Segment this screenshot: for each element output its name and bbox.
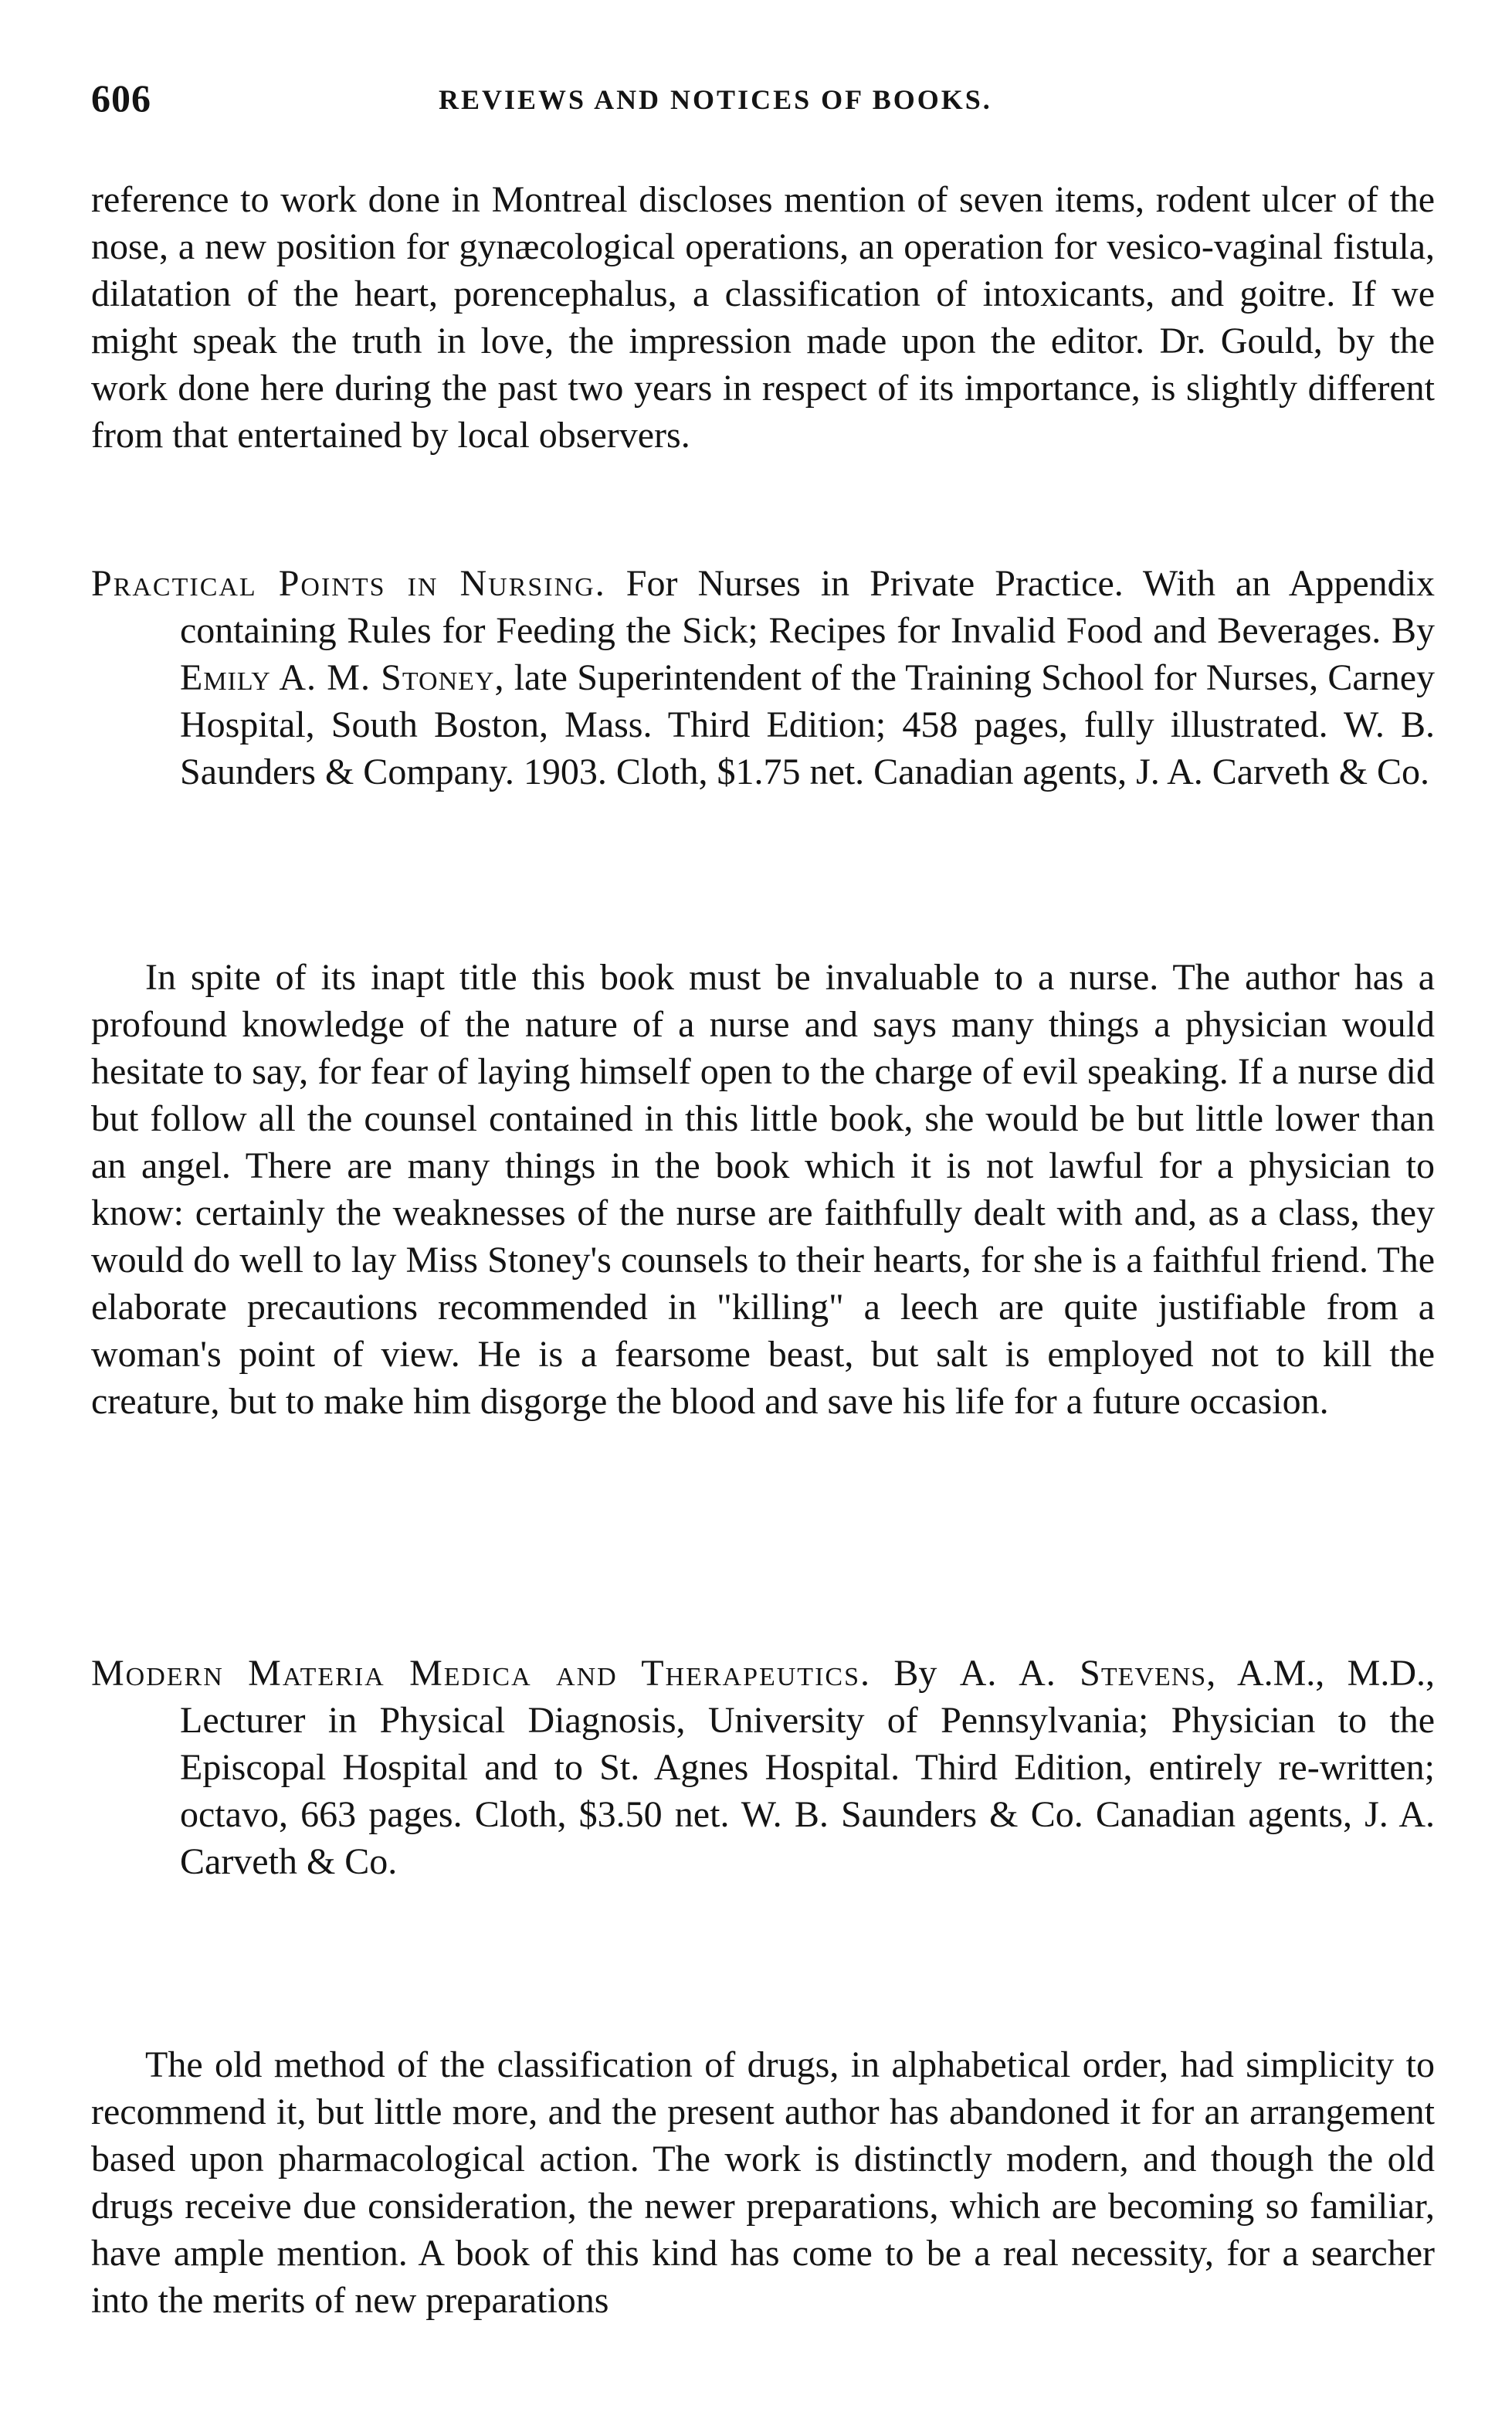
review-1-body: In spite of its inapt title this book must be invaluable to a nurse. The author has a profound knowledge of the nature of a nurse and says many things a physician would hesitate to say, for fear of laying himself open to the charge of evil speaking. If a nurse did but follow all the counsel contained in this little book, she would be but little lower than an angel. There are many things in the book which it is not lawful for a physician to know: certainly the weaknesses of the nurse are faithfully dealt with and, as a class, they would do well to lay Miss Stoney's counsels to their hearts, for she is a faithful friend. The elaborate precautions recommended in "killing" a leech are quite justifiable from a woman's point of view. He is a fearsome beast, but salt is employed not to kill the creature, but to make him disgorge the blood and save his life for a future occasion. xyxy=(91,957,1435,1422)
review-2-citation xyxy=(91,1650,1435,1885)
review-2-body: The old method of the classification of drugs, in alphabetical order, had simplicity to recommend it, but little more, and the present author has abandoned it for an arrangement based upon pharmacological action. The work is distinctly modern, and though the old drugs receive due consideration, the newer preparations, which are becoming so familiar, have ample mention. A book of this kind has come to be a real necessity, for a searcher into the merits of new preparations xyxy=(91,2044,1435,2321)
review-2-by: By xyxy=(893,1653,937,1694)
page-number: 606 xyxy=(91,76,151,120)
intro-paragraph: reference to work done in Montreal discloses mention of seven items, rodent ulcer of the nose, a new position for gynæcological operations, an operation for vesico-vaginal fistula, dilatation of the heart, porencephalus, a classification of intoxicants, and goitre. If we might speak the truth in love, the impression made upon the editor. Dr. Gould, by the work done here during the past two years in respect of its importance, is slightly different from that entertained by local observers. xyxy=(91,179,1435,456)
review-1-title: Practical Points in Nursing. xyxy=(91,563,606,604)
review-2-title: Modern Materia Medica and Therapeutics. xyxy=(91,1653,871,1694)
review-2-details-after-author: A.M., M.D., Lecturer in Physical Diagnosis, University of Pennsylvania; Physician to the Episcopal Hospital and to St. Agnes Hospital. Third Edition, entirely re-written; octavo, 663 pages. Cloth, $3.50 net. W. B. Saunders & Co. Canadian agents, J. A. Carveth & Co. xyxy=(180,1653,1435,1882)
review-1-citation-block xyxy=(91,560,1435,795)
review-1-body-block xyxy=(91,954,1435,1425)
running-head xyxy=(91,76,1450,130)
running-title: REVIEWS AND NOTICES OF BOOKS. xyxy=(439,84,992,115)
review-2-author: A. A. Stevens, xyxy=(959,1653,1217,1694)
review-1-citation xyxy=(91,560,1435,795)
review-1-author: Emily A. M. Stoney, xyxy=(180,657,505,698)
review-2-citation-block xyxy=(91,1650,1435,1885)
review-2-body-block xyxy=(91,2041,1435,2324)
review-1-details-before-author: For Nurses in Private Practice. With an Appendix containing Rules for Feeding the Sick; Recipes for Invalid Food and Beverages. By xyxy=(180,563,1436,651)
intro-paragraph-block xyxy=(91,176,1435,459)
review-1-details-after-author: late Superintendent of the Training School for Nurses, Carney Hospital, South Boston, Mass. Third Edition; 458 pages, fully illustrated. W. B. Saunders & Company. 1903. Cloth, $1.75 net. Canadian agents, J. A. Carveth & Co. xyxy=(180,657,1435,792)
